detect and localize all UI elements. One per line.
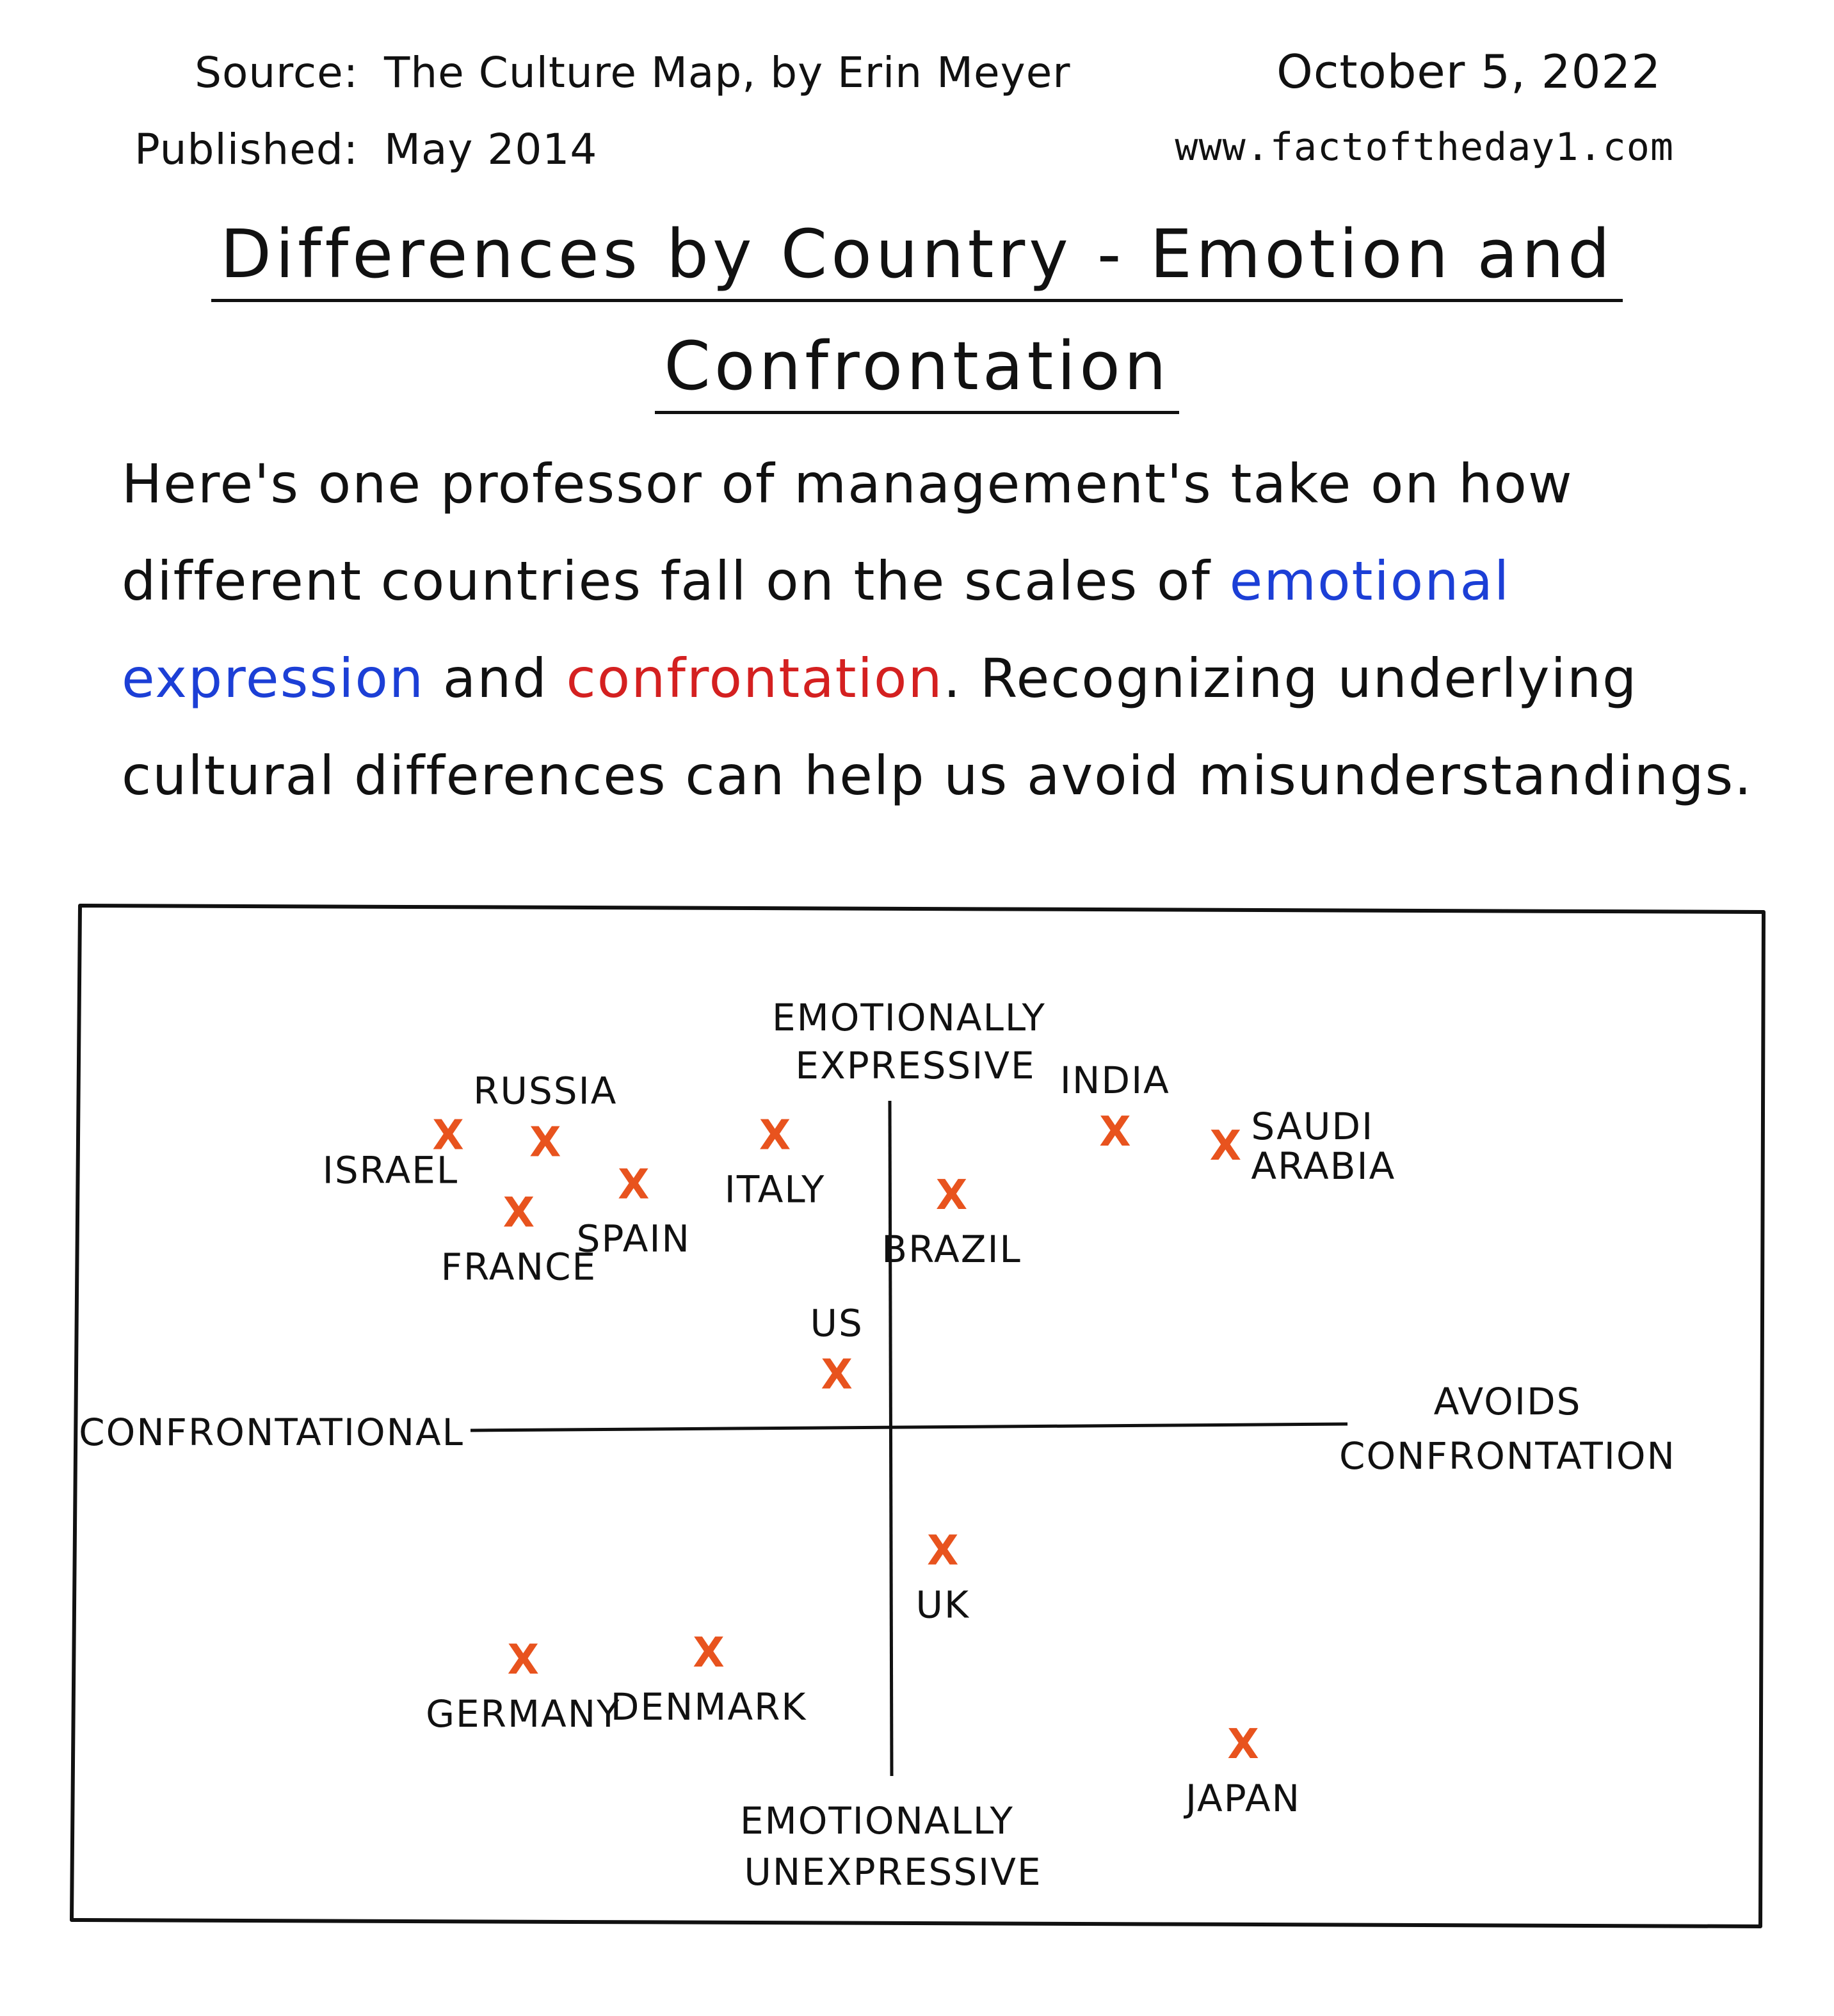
marker-japan: X <box>1227 1721 1259 1768</box>
intro-confrontation: confrontation <box>566 647 944 710</box>
y-axis-positive-label-1: EMOTIONALLY <box>772 996 1046 1039</box>
title-line-2: Confrontation <box>655 321 1179 414</box>
source-label: Source: <box>195 48 358 97</box>
published-value: May 2014 <box>384 125 598 174</box>
marker-spain: X <box>618 1161 650 1209</box>
x-axis-positive-label-2: CONFRONTATION <box>1339 1434 1676 1478</box>
x-axis-negative-label: CONFRONTATIONAL <box>79 1411 464 1454</box>
label-italy: ITALY <box>724 1167 826 1212</box>
label-saudi-arabia-1: SAUDI <box>1251 1105 1374 1148</box>
point-uk <box>916 1528 970 1627</box>
marker-saudi-arabia: X <box>1209 1123 1242 1170</box>
label-israel: ISRAEL <box>322 1148 459 1192</box>
label-germany: GERMANY <box>426 1692 621 1736</box>
marker-russia: X <box>529 1119 561 1167</box>
title-line-1: Differences by Country - Emotion and <box>211 209 1623 302</box>
marker-france: X <box>503 1189 535 1237</box>
x-axis-line <box>471 1424 1347 1430</box>
point-brazil <box>881 1172 1022 1271</box>
site-url: www.factoftheday1.com <box>1175 125 1674 170</box>
y-axis-positive-label-2: EXPRESSIVE <box>795 1044 1036 1087</box>
intro-emotional-expression: emotional expression <box>122 550 1511 710</box>
marker-india: X <box>1099 1108 1131 1156</box>
label-india: INDIA <box>1059 1059 1170 1102</box>
label-saudi-arabia-2: ARABIA <box>1251 1144 1396 1188</box>
data-points <box>323 1059 1396 1820</box>
label-france: FRANCE <box>440 1245 597 1289</box>
point-israel <box>323 1112 464 1192</box>
intro-part-3: . Recognizing underlying cultural differences can help us avoid misunderstandings. <box>122 647 1753 807</box>
point-france <box>441 1190 597 1289</box>
point-japan <box>1184 1721 1301 1820</box>
y-axis-negative-label-1: EMOTIONALLY <box>740 1799 1014 1843</box>
post-date: October 5, 2022 <box>1276 45 1661 99</box>
point-italy <box>725 1112 826 1212</box>
source-value: The Culture Map, by Erin Meyer <box>384 48 1071 97</box>
label-spain: SPAIN <box>576 1217 691 1261</box>
point-india <box>1060 1059 1170 1156</box>
point-russia <box>473 1069 617 1167</box>
marker-uk: X <box>927 1527 959 1575</box>
label-brazil: BRAZIL <box>881 1228 1022 1271</box>
intro-part-2: and <box>424 647 567 710</box>
y-axis-negative-label-2: UNEXPRESSIVE <box>744 1850 1042 1894</box>
label-russia: RUSSIA <box>473 1069 618 1113</box>
label-uk: UK <box>915 1583 970 1627</box>
label-us: US <box>810 1301 864 1345</box>
intro-part-1: Here's one professor of management's take on how different countries fall on the scales of <box>122 452 1573 612</box>
published-label: Published: <box>134 125 358 174</box>
point-saudi-arabia <box>1210 1105 1396 1188</box>
label-japan: JAPAN <box>1185 1777 1301 1820</box>
marker-denmark: X <box>693 1629 725 1677</box>
label-denmark: DENMARK <box>610 1685 807 1729</box>
marker-germany: X <box>507 1636 539 1684</box>
point-us <box>810 1302 864 1399</box>
x-axis-positive-label-1: AVOIDS <box>1433 1380 1582 1423</box>
marker-israel: X <box>432 1112 464 1160</box>
marker-us: X <box>821 1351 853 1399</box>
point-spain <box>577 1162 691 1261</box>
point-germany <box>426 1636 620 1736</box>
point-denmark <box>611 1629 807 1729</box>
y-axis-line <box>890 1101 892 1776</box>
marker-italy: X <box>759 1112 791 1160</box>
marker-brazil: X <box>935 1172 968 1219</box>
